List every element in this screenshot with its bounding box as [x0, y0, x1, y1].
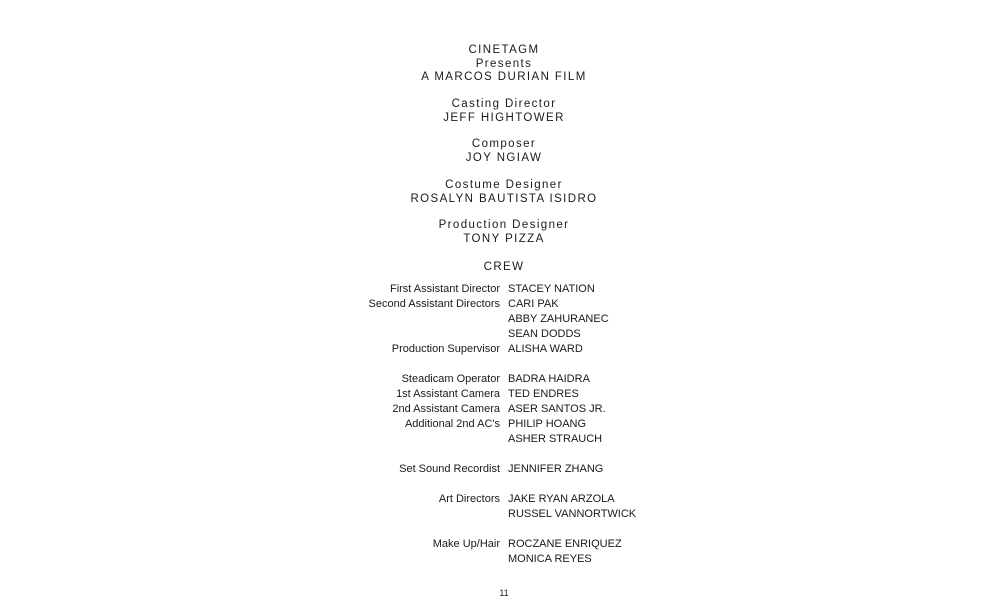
film-title: A MARCOS DURIAN FILM [421, 71, 587, 83]
crew-name: RUSSEL VANNORTWICK [508, 508, 637, 520]
crew-role: Make Up/Hair [432, 538, 500, 550]
credit-role: Composer [471, 138, 537, 150]
crew-row [0, 327, 1008, 342]
credit-name: JEFF HIGHTOWER [443, 111, 565, 124]
crew-role: 2nd Assistant Camera [392, 403, 500, 415]
crew-row [0, 402, 1008, 417]
crew-name: CARI PAK [508, 298, 559, 310]
crew-row [0, 432, 1008, 447]
crew-name: ABBY ZAHURANEC [508, 313, 609, 325]
crew-row [0, 462, 1008, 477]
crew-role: Additional 2nd AC's [404, 418, 500, 430]
crew-name: ROCZANE ENRIQUEZ [508, 538, 622, 550]
crew-role: 1st Assistant Camera [396, 388, 500, 400]
crew-row [0, 387, 1008, 402]
credit-name: ROSALYN BAUTISTA ISIDRO [410, 192, 598, 205]
crew-row [0, 492, 1008, 507]
credit-name: JOY NGIAW [465, 151, 543, 164]
credit-role: Casting Director [451, 98, 557, 110]
crew-name: STACEY NATION [508, 283, 595, 295]
credit-role: Costume Designer [445, 179, 563, 191]
crew-name: ALISHA WARD [508, 343, 583, 355]
crew-role: First Assistant Director [389, 283, 500, 295]
crew-row [0, 507, 1008, 522]
crew-name: ASER SANTOS JR. [508, 403, 606, 415]
crew-role: Production Supervisor [391, 343, 500, 355]
opening-credit [0, 44, 1008, 85]
crew-name: PHILIP HOANG [508, 418, 587, 430]
credit-name: TONY PIZZA [463, 232, 545, 245]
crew-row [0, 312, 1008, 327]
company-name: CINETAGM [468, 44, 540, 56]
crew-row [0, 417, 1008, 432]
crew-name: JAKE RYAN ARZOLA [508, 493, 615, 505]
crew-name: JENNIFER ZHANG [508, 463, 604, 475]
crew-row [0, 297, 1008, 312]
crew-heading-text: CREW [483, 261, 525, 273]
credit-role: Production Designer [438, 219, 570, 231]
crew-role: Steadicam Operator [401, 373, 500, 385]
page-number: 11 [499, 588, 509, 598]
crew-name: BADRA HAIDRA [508, 373, 590, 385]
credit-block [0, 179, 1008, 206]
crew-heading [0, 261, 1008, 275]
crew-name: TED ENDRES [508, 388, 579, 400]
crew-row [0, 372, 1008, 387]
credit-block [0, 138, 1008, 165]
credit-block [0, 219, 1008, 246]
credit-block [0, 98, 1008, 125]
crew-row [0, 282, 1008, 297]
presents-text: Presents [475, 57, 533, 70]
crew-name: SEAN DODDS [508, 328, 581, 340]
crew-role: Art Directors [438, 493, 500, 505]
crew-name: ASHER STRAUCH [508, 433, 603, 445]
crew-role: Set Sound Recordist [399, 463, 500, 475]
crew-row [0, 552, 1008, 567]
crew-row [0, 537, 1008, 552]
crew-row [0, 342, 1008, 357]
crew-name: MONICA REYES [508, 553, 592, 565]
crew-role: Second Assistant Directors [368, 298, 500, 310]
